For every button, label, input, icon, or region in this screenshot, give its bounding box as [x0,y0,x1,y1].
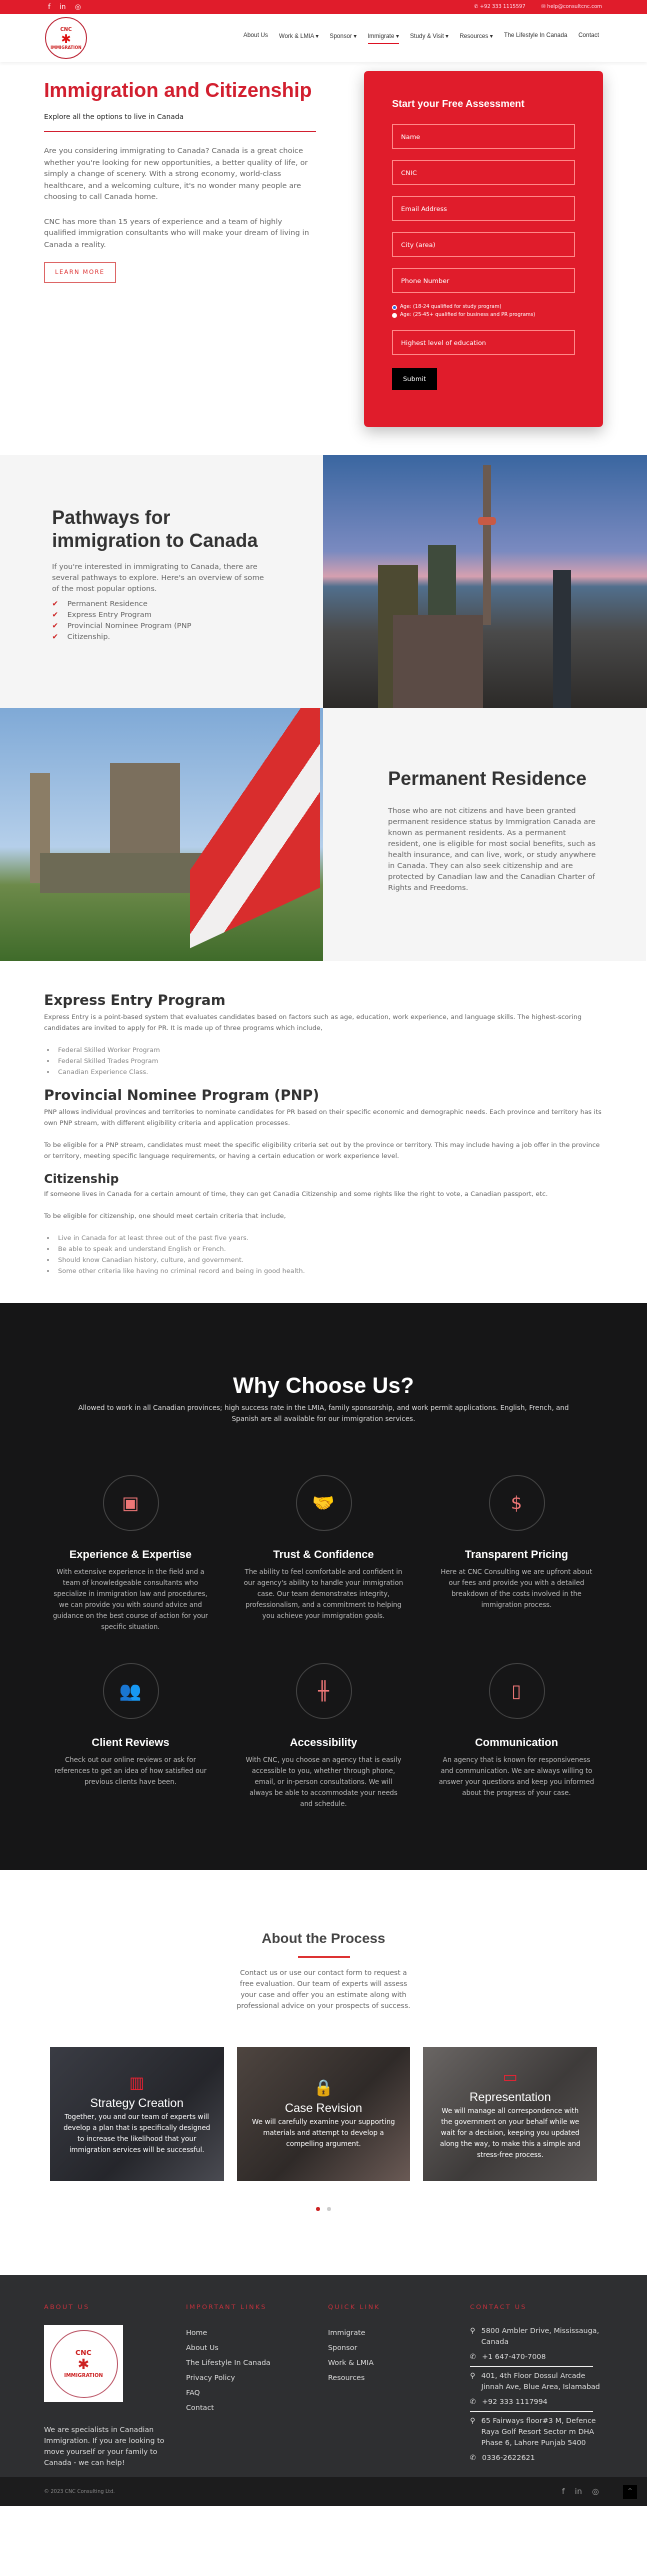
office-phone[interactable]: ✆ +1 647-470-7008 [470,2352,546,2361]
facebook-icon[interactable]: f [48,3,51,11]
pnp-text: To be eligible for a PNP stream, candidates must meet the specific eligibility criteria set out by the province or territory. This may include having a job offer in the province or territory, meeting specific language requirements, or having a certain education or work experience level. [44,1141,600,1160]
phone-icon: ✆ [474,4,480,10]
process-card: ▭ Representation We will manage all correspondence with the government on your behalf while we wait for a decision, keeping you updated along the way, to make this a simple and stress-free process. [423,2047,597,2181]
road-icon: ╫ [296,1663,352,1719]
process-section [0,1870,647,2211]
express-entry-list [44,1045,603,1078]
footer-about-text: We are specialists in Canadian Immigration. If you are looking to move yourself or your family to Canada - we can help! [44,2425,165,2467]
citizenship-title: Citizenship [44,1172,119,1186]
list-item: ✔ Permanent Residence [52,599,148,608]
phone-field[interactable]: Phone Number [392,268,575,293]
feature-card: 🤝 Trust & Confidence The ability to feel comfortable and confident in our agency's ability to handle your immigration case. Our team demonstrates integrity, professionalism, and a commitment to helping you achieve your immigration goals. [237,1475,410,1633]
map-icon: ▥ [129,2072,145,2092]
footer-bottom-bar [0,2477,647,2506]
phone-icon: ✆ [470,2397,477,2406]
office-address: ⚲ 401, 4th Floor Dossul Arcade Jinnah Ave, Blue Area, Islamabad [470,2371,600,2391]
divider [298,1956,350,1958]
process-card: 🔒 Case Revision We will carefully examine your supporting materials and attempt to develop a compelling argument. [237,2047,411,2181]
pathways-title: Pathways for immigration to Canada [52,508,258,552]
nav-study-visit[interactable]: Study & Visit ▾ [409,33,449,40]
maple-leaf-icon: ✱ [77,2356,90,2373]
check-icon: ✔ [52,621,59,630]
site-header [0,14,647,62]
why-title: Why Choose Us? [233,1373,414,1398]
divider [470,2366,593,2367]
citizenship-text: To be eligible for citizenship, one should meet certain criteria that include, [44,1212,286,1220]
footer-contact-title: CONTACT US [470,2303,527,2311]
footer-link-privacy[interactable]: Privacy Policy [186,2373,235,2382]
express-entry-text: Express Entry is a point-based system that evaluates candidates based on factors such as age, education, work experience, and language skills. The highest-scoring candidates are invited to apply for PR. It is made up of three programs which include, [44,1013,582,1032]
submit-button[interactable]: Submit [392,368,437,390]
instagram-icon[interactable]: ◎ [74,3,81,11]
list-item: • Be able to speak and understand English or French. [58,1244,603,1255]
site-footer [0,2275,647,2477]
carousel-dots [50,2207,597,2211]
mail-icon: ✉ [541,4,548,10]
list-item: • Live in Canada for at least three out of the past five years. [58,1233,603,1244]
why-subtitle: Allowed to work in all Canadian provinces; high success rate in the LMIA, family sponsorship, and work permit applications. English, French, and Spanish are all available for our immigration services. [78,1404,569,1423]
nav-about-us[interactable]: About Us [243,32,269,39]
pathways-list [52,598,273,642]
radio-checked-icon [392,305,397,310]
learn-more-button[interactable]: LEARN MORE [44,262,116,283]
nav-sponsor[interactable]: Sponsor ▾ [329,33,357,40]
list-item: ✔ Provincial Nominee Program (PNP [52,621,192,630]
feature-card: 👥 Client Reviews Check out our online reviews or ask for references to get an idea of how satisfied our previous clients have been. [44,1663,217,1810]
pathways-section [0,455,647,708]
feature-card: ▣ Experience & Expertise With extensive experience in the field and a team of knowledgeable consultants who specialize in immigration law and procedures, we can provide you with sound advice and guidance on the best course of action for your specific situation. [44,1475,217,1633]
carousel-dot-2[interactable] [327,2207,331,2211]
citizenship-list [44,1233,603,1277]
age-radio-pr[interactable]: Age: (25-45+ qualified for business and PR programs) [392,312,575,318]
pathways-intro: If you're interested in immigrating to Canada, there are several pathways to explore. Here's an overview of some of the most popular options. [52,562,264,593]
radio-unchecked-icon [392,313,397,318]
footer-link-contact[interactable]: Contact [186,2403,214,2412]
phone-icon: ✆ [470,2453,477,2462]
nav-lifestyle[interactable]: The Lifestyle In Canada [503,32,568,39]
footer-logo: CNC ✱ IMMIGRATION [44,2325,123,2402]
permanent-residence-section [0,708,647,961]
phone-icon: ✆ [470,2352,477,2361]
footer-link-immigrate[interactable]: Immigrate [328,2328,366,2337]
nav-contact[interactable]: Contact [578,32,599,39]
footer-link-about[interactable]: About Us [186,2343,219,2352]
email-link[interactable]: ✉ help@consultcnc.com [541,4,602,10]
age-radio-study[interactable]: Age: (18-24 qualified for study program) [392,304,575,310]
footer-link-sponsor[interactable]: Sponsor [328,2343,358,2352]
feature-card: ╫ Accessibility With CNC, you choose an agency that is easily accessible to you, whether through phone, email, or in-person consultations. We will always be able to accommodate your needs and schedule. [237,1663,410,1810]
lock-icon: 🔒 [313,2078,334,2097]
list-item: ✔ Express Entry Program [52,610,152,619]
phone-touch-icon: ▯ [489,1663,545,1719]
cnic-field[interactable]: CNIC [392,160,575,185]
top-bar [0,0,647,14]
linkedin-icon[interactable]: in [59,3,66,11]
check-icon: ✔ [52,632,59,641]
maple-leaf-icon: ✱ [60,31,72,46]
toronto-skyline-image [323,455,647,708]
handshake-icon: 🤝 [296,1475,352,1531]
assessment-form [364,71,603,427]
divider [470,2411,593,2412]
list-item: • Canadian Experience Class. [58,1067,603,1078]
footer-links-title: IMPORTANT LINKS [186,2303,267,2311]
process-card: ▥ Strategy Creation Together, you and our team of experts will develop a plan that is specifically designed to increase the likelihood that your immigration services will be successful. [50,2047,224,2181]
hero-paragraph: CNC has more than 15 years of experience and a team of highly qualified immigration consultants who will make your dream of living in Canada a reality. [44,216,310,249]
check-icon: ✔ [52,599,59,608]
main-nav [243,33,599,44]
footer-link-faq[interactable]: FAQ [186,2388,200,2397]
hero-subtitle: Explore all the options to live in Canada [44,113,316,132]
users-icon: 👥 [103,1663,159,1719]
phone-link[interactable]: ✆ +92 333 1115597 [474,4,526,10]
why-choose-us-section [0,1303,647,1870]
office-phone[interactable]: ✆ 0336-2622621 [470,2453,535,2462]
canada-parliament-flag-image [0,708,323,961]
nav-resources[interactable]: Resources ▾ [459,33,493,40]
pnp-title: Provincial Nominee Program (PNP) [44,1088,320,1104]
feature-card: $ Transparent Pricing Here at CNC Consulting we are upfront about our fees and provide you with a detailed breakdown of the costs involved in the immigration process. [430,1475,603,1633]
footer-link-home[interactable]: Home [186,2328,208,2337]
office-address: ⚲ 5800 Ambler Drive, Mississauga, Canada [470,2326,600,2346]
nav-work-lmia[interactable]: Work & LMIA ▾ [279,33,319,40]
browser-icon: ▭ [502,2067,518,2086]
footer-about-title: ABOUT US [44,2303,90,2311]
list-item: • Federal Skilled Trades Program [58,1056,603,1067]
hero-paragraph: Are you considering immigrating to Canada? Canada is a great choice whether you're looking for new opportunities, a better quality of life, or simply a change of scenery. With a strong economy, world-class healthcare, and a welcoming culture, it's no wonder many people are choosing to call Canada home. [44,146,308,201]
city-field[interactable]: City (area) [392,232,575,257]
pr-title: Permanent Residence [388,769,587,790]
footer-quick-title: QUICK LINK [328,2303,381,2311]
list-item: • Some other criteria like having no criminal record and being in good health. [58,1266,603,1277]
name-field[interactable]: Name [392,124,575,149]
citizenship-text: If someone lives in Canada for a certain amount of time, they can get Canadia Citizenship and some rights like the right to vote, a Canadian passport, etc. [44,1190,548,1198]
form-title: Start your Free Assessment [392,99,525,110]
office-address: ⚲ 65 Fairways floor#3 M, Defence Raya Golf Resort Sector m DHA Phase 6, Lahore Punjab 5400 [470,2416,596,2447]
dollar-bill-icon: $ [489,1475,545,1531]
page-title: Immigration and Citizenship [44,80,312,102]
copyright: © 2023 CNC Consulting Ltd. [44,2488,115,2495]
footer-link-work-lmia[interactable]: Work & LMIA [328,2358,374,2367]
process-text: Contact us or use our contact form to request a free evaluation. Our team of experts will assess your case and offer you an estimate along with professional advice on your prospects of success. [236,1969,411,2010]
email-field[interactable]: Email Address [392,196,575,221]
facebook-icon[interactable]: f [561,2487,565,2496]
feature-card: ▯ Communication An agency that is known for responsiveness and communication. We are always willing to answer your questions and keep you informed about the progress of your case. [430,1663,603,1810]
education-field[interactable]: Highest level of education [392,330,575,355]
linkedin-icon[interactable]: in [574,2487,583,2496]
hero-section [0,62,647,455]
nav-immigrate[interactable]: Immigrate ▾ [368,33,399,44]
list-item: ✔ Citizenship. [52,632,111,641]
carousel-dot-1[interactable] [316,2207,320,2211]
list-item: • Federal Skilled Worker Program [58,1045,603,1056]
process-carousel [50,2047,597,2181]
list-item: • Should know Canadian history, culture, and government. [58,1255,603,1266]
footer-link-lifestyle[interactable]: The Lifestyle In Canada [186,2358,271,2367]
programs-content [0,961,647,1277]
scroll-to-top-button[interactable]: ^ [623,2485,637,2499]
map-pin-icon: ⚲ [470,2371,476,2380]
pnp-text: PNP allows individual provinces and territories to nominate candidates for PR based on their specific economic and demographic needs. Each province and territory has its own PNP stream, with different eligibility criteria and application processes. [44,1108,602,1127]
check-icon: ✔ [52,610,59,619]
browser-target-icon: ▣ [103,1475,159,1531]
process-title: About the Process [261,1930,386,1946]
map-pin-icon: ⚲ [470,2326,476,2335]
map-pin-icon: ⚲ [470,2416,476,2425]
logo[interactable]: CNC ✱ IMMIGRATION [45,17,87,59]
pr-text: Those who are not citizens and have been granted permanent residence status by Immigration Canada are known as permanent residents. As a permanent resident, one is eligible for most social benefits, such as health insurance, and can live, work, or study anywhere in Canada. They can also seek citizenship and are protected by Canadian law and the Canadian Charter of Rights and Freedoms. [388,806,596,892]
instagram-icon[interactable]: ◎ [592,2487,599,2496]
footer-link-resources[interactable]: Resources [328,2373,365,2382]
express-entry-title: Express Entry Program [44,993,226,1009]
office-phone[interactable]: ✆ +92 333 1117994 [470,2397,548,2406]
